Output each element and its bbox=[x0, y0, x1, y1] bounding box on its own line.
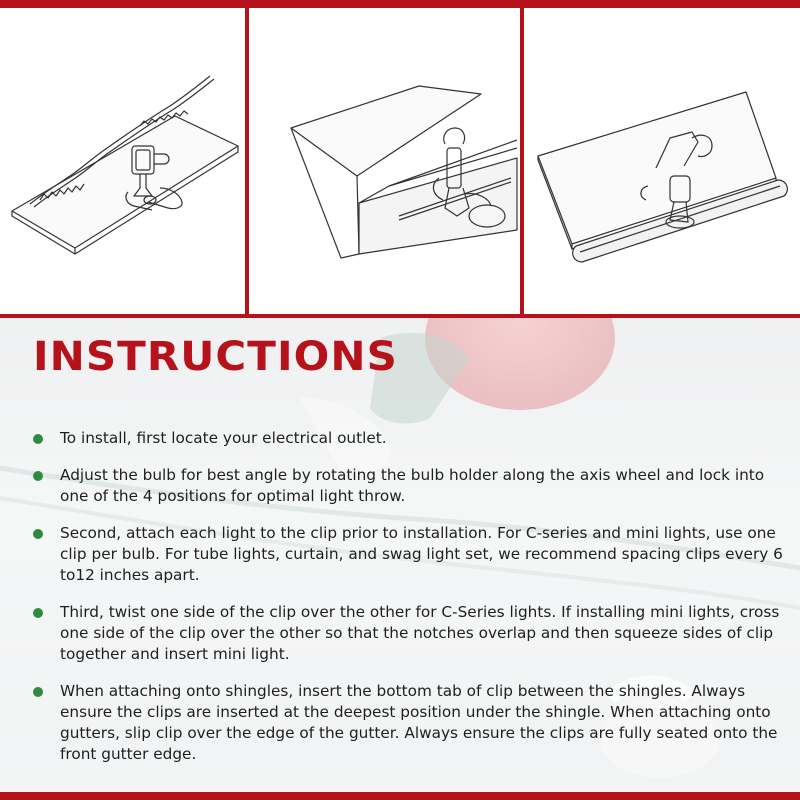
instruction-text: Second, attach each light to the clip prior to installation. For C-series and mini lights, use one clip per bulb. For tube lights, curtain, and swag light set, we recommend spacing clips every 6 to12 inches apart. bbox=[60, 524, 783, 584]
shingle-tube-clip-icon bbox=[524, 8, 800, 314]
list-item bbox=[33, 602, 783, 665]
list-item bbox=[33, 681, 783, 765]
illustration-strip bbox=[0, 8, 800, 318]
instruction-text: Adjust the bulb for best angle by rotating the bulb holder along the axis wheel and lock into one of the 4 positions for optimal light throw. bbox=[60, 466, 765, 505]
bullet-icon bbox=[33, 434, 43, 444]
list-item bbox=[33, 523, 783, 586]
bullet-icon bbox=[33, 471, 43, 481]
bottom-border bbox=[0, 792, 800, 800]
instruction-text: To install, first locate your electrical outlet. bbox=[60, 429, 387, 447]
bullet-icon bbox=[33, 687, 43, 697]
bullet-icon bbox=[33, 529, 43, 539]
instruction-list bbox=[33, 428, 783, 781]
instruction-text: When attaching onto shingles, insert the bottom tab of clip between the shingles. Always ensure the clips are inserted at the deepest position under the shingle. When attaching onto gutters, slip clip over the edge of the gutter. Always ensure the clips are fully seated onto the front gutter edge. bbox=[60, 682, 778, 763]
illustration-panel-tube bbox=[524, 8, 800, 314]
gutter-clip-icon bbox=[249, 8, 520, 314]
page-title: INSTRUCTIONS bbox=[33, 334, 398, 380]
list-item bbox=[33, 465, 783, 507]
top-border bbox=[0, 0, 800, 8]
bullet-icon bbox=[33, 608, 43, 618]
instruction-text: Third, twist one side of the clip over the other for C-Series lights. If installing mini lights, cross one side of the clip over the other so that the notches overlap and then squeeze sides of clip together and insert mini light. bbox=[60, 603, 780, 663]
roof-shingle-clip-icon bbox=[0, 8, 245, 314]
illustration-panel-shingle bbox=[0, 8, 245, 314]
illustration-panel-gutter bbox=[249, 8, 520, 314]
list-item bbox=[33, 428, 783, 449]
